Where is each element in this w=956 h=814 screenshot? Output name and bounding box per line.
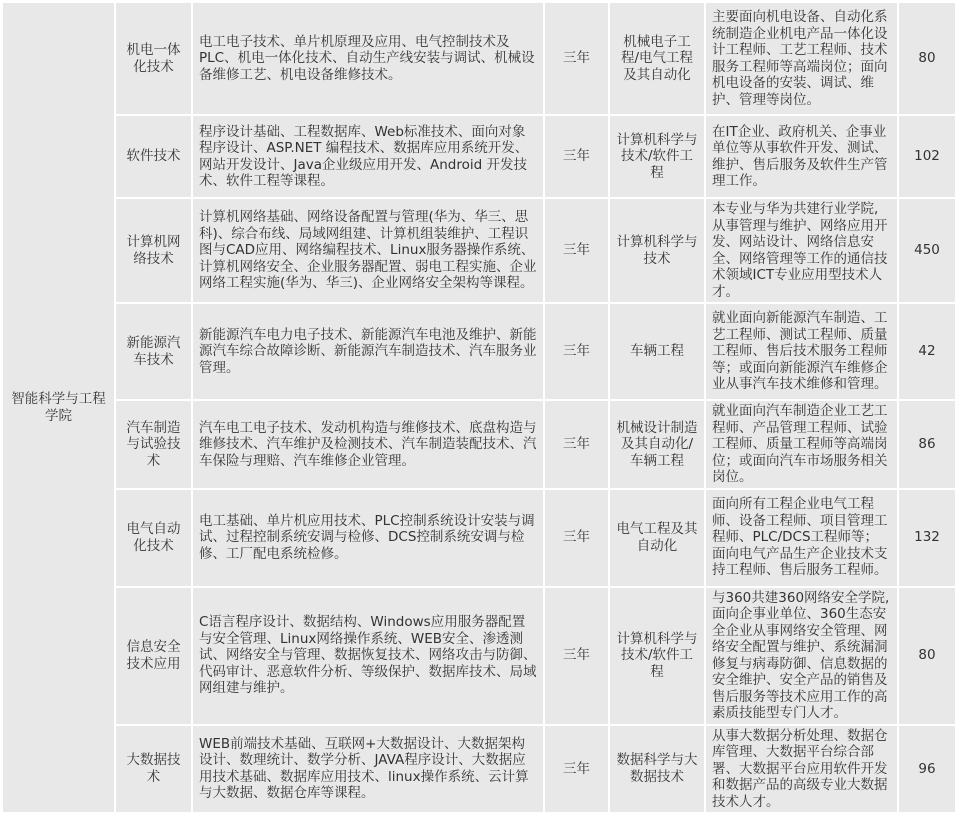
enrollment-quota: 80 (898, 2, 956, 115)
study-duration: 三年 (544, 303, 609, 400)
related-undergrad-major: 机械设计制造及其自动化/车辆工程 (609, 400, 705, 489)
table-row (2, 115, 956, 198)
career-direction: 就业面向汽车制造企业工艺工程师、产品管理工程师、试验工程师、质量工程师等高端岗位；或面向汽车市场服务相关岗位。 (705, 400, 898, 489)
related-undergrad-major: 计算机科学与技术 (609, 198, 705, 303)
study-duration: 三年 (544, 489, 609, 587)
study-duration: 三年 (544, 198, 609, 303)
table-row (2, 2, 956, 115)
core-courses: C语言程序设计、数据结构、Windows应用服务器配置与安全管理、Linux网络操作系统、WEB安全、渗透测试、网络安全与管理、数据恢复技术、网络攻击与防御、代码审计、恶意软件分析、等级保护、数据库技术、局域网组建与维护。 (192, 587, 544, 725)
core-courses: 电工电子技术、单片机原理及应用、电气控制技术及PLC、机电一体化技术、自动生产线安装与调试、机械设备维修工艺、机电设备维修技术。 (192, 2, 544, 115)
major-name: 汽车制造与试验技术 (115, 400, 192, 489)
major-name: 计算机网络技术 (115, 198, 192, 303)
study-duration: 三年 (544, 725, 609, 814)
career-direction: 面向所有工程企业电气工程师、设备工程师、项目管理工程师、PLC/DCS工程师等；面向电气产品生产企业技术支持工程师、售后服务工程师。 (705, 489, 898, 587)
college-name: 智能科学与工程学院 (2, 2, 115, 813)
table-row (2, 587, 956, 725)
major-name: 机电一体化技术 (115, 2, 192, 115)
related-undergrad-major: 车辆工程 (609, 303, 705, 400)
core-courses: 汽车电工电子技术、发动机构造与维修技术、底盘构造与维修技术、汽车维护及检测技术、汽车制造装配技术、汽车保险与理赔、汽车维修企业管理。 (192, 400, 544, 489)
major-name: 软件技术 (115, 115, 192, 198)
enrollment-quota: 102 (898, 115, 956, 198)
related-undergrad-major: 机械电子工程/电气工程及其自动化 (609, 2, 705, 115)
related-undergrad-major: 数据科学与大数据技术 (609, 725, 705, 814)
career-direction: 主要面向机电设备、自动化系统制造企业机电产品一体化设计工程师、工艺工程师、技术服务工程师等高端岗位；面向机电设备的安装、调试、维护、管理等岗位。 (705, 2, 898, 115)
major-name: 电气自动化技术 (115, 489, 192, 587)
study-duration: 三年 (544, 115, 609, 198)
study-duration: 三年 (544, 2, 609, 115)
enrollment-quota: 86 (898, 400, 956, 489)
related-undergrad-major: 电气工程及其自动化 (609, 489, 705, 587)
major-name: 大数据技术 (115, 725, 192, 814)
career-direction: 从事大数据分析处理、数据仓库管理、大数据平台综合部署、大数据平台应用软件开发和数据产品的高级专业大数据技术人才。 (705, 725, 898, 814)
related-undergrad-major: 计算机科学与技术/软件工程 (609, 115, 705, 198)
table-row (2, 400, 956, 489)
enrollment-quota: 42 (898, 303, 956, 400)
table-row (2, 303, 956, 400)
enrollment-quota: 132 (898, 489, 956, 587)
major-name: 新能源汽车技术 (115, 303, 192, 400)
core-courses: 电工基础、单片机应用技术、PLC控制系统设计安装与调试、过程控制系统安调与检修、DCS控制系统安调与检修、工厂配电系统检修。 (192, 489, 544, 587)
majors-table (1, 1, 956, 814)
core-courses: 程序设计基础、工程数据库、Web标准技术、面向对象程序设计、ASP.NET 编程技术、数据库应用系统开发、网站开发设计、Java企业级应用开发、Android 开发技术、软件工程等课程。 (192, 115, 544, 198)
core-courses: WEB前端技术基础、互联网+大数据设计、大数据架构设计、数理统计、数学分析、JAVA程序设计、大数据应用技术基础、数据库应用技术、linux操作系统、云计算与大数据、数据仓库等课程。 (192, 725, 544, 814)
study-duration: 三年 (544, 400, 609, 489)
table-row (2, 725, 956, 814)
enrollment-quota: 96 (898, 725, 956, 814)
career-direction: 就业面向新能源汽车制造、工艺工程师、测试工程师、质量工程师、售后技术服务工程师等；或面向新能源汽车维修企业从事汽车技术维修和管理。 (705, 303, 898, 400)
table-row (2, 198, 956, 303)
core-courses: 新能源汽车电力电子技术、新能源汽车电池及维护、新能源汽车综合故障诊断、新能源汽车制造技术、汽车服务业管理。 (192, 303, 544, 400)
enrollment-quota: 80 (898, 587, 956, 725)
related-undergrad-major: 计算机科学与技术/软件工程 (609, 587, 705, 725)
career-direction: 在IT企业、政府机关、企事业单位等从事软件开发、测试、维护、售后服务及软件生产管理工作。 (705, 115, 898, 198)
major-name: 信息安全技术应用 (115, 587, 192, 725)
career-direction: 本专业与华为共建行业学院,从事管理与维护、网络应用开发、网站设计、网络信息安全、网络管理等工作的通信技术领域ICT专业应用型技术人才。 (705, 198, 898, 303)
study-duration: 三年 (544, 587, 609, 725)
enrollment-quota: 450 (898, 198, 956, 303)
career-direction: 与360共建360网络安全学院,面向企事业单位、360生态安全企业从事网络安全管理、网络安全配置与维护、系统漏洞修复与病毒防御、信息数据的安全维护、安全产品的销售及售后服务等技术应用工作的高素质技能型专门人才。 (705, 587, 898, 725)
table-row (2, 489, 956, 587)
core-courses: 计算机网络基础、网络设备配置与管理(华为、华三、思科)、综合布线、局域网组建、计算机组装维护、工程识图与CAD应用、网络编程技术、Linux服务器操作系统、计算机网络安全、企业服务器配置、弱电工程实施、企业网络工程实施(华为、华三)、企业网络安全架构等课程。 (192, 198, 544, 303)
